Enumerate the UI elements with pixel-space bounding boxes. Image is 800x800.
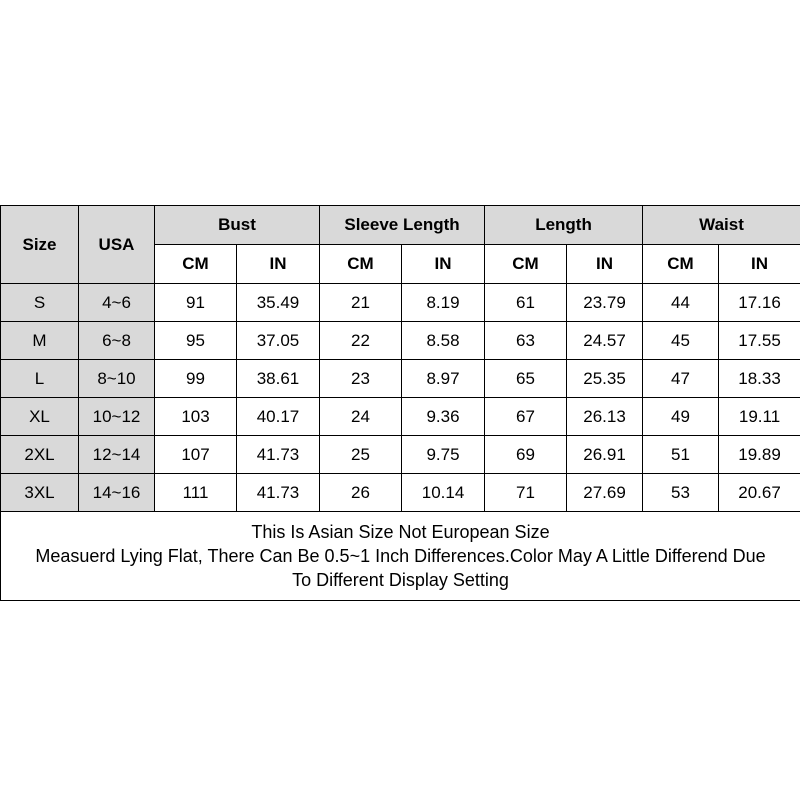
length-cm-cell: 61 (485, 284, 567, 322)
sleeve-in-cell: 8.19 (402, 284, 485, 322)
sleeve-cm-cell: 24 (320, 398, 402, 436)
size-cell: M (1, 322, 79, 360)
size-cell: L (1, 360, 79, 398)
size-cell: 3XL (1, 474, 79, 512)
waist-cm-cell: 45 (643, 322, 719, 360)
sleeve-cm-cell: 23 (320, 360, 402, 398)
usa-header: USA (79, 206, 155, 284)
sleeve-cm-cell: 26 (320, 474, 402, 512)
bust-in-cell: 41.73 (237, 436, 320, 474)
waist-in-cell: 19.11 (719, 398, 800, 436)
note-line-3: To Different Display Setting (292, 570, 509, 590)
note-line-1: This Is Asian Size Not European Size (251, 522, 550, 542)
usa-cell: 10~12 (79, 398, 155, 436)
notes-row (1, 512, 800, 601)
length-cm-header: CM (485, 245, 567, 284)
table-row (1, 436, 800, 474)
waist-in-cell: 19.89 (719, 436, 800, 474)
table-row (1, 322, 800, 360)
sleeve-in-cell: 10.14 (402, 474, 485, 512)
length-in-cell: 25.35 (567, 360, 643, 398)
size-header: Size (1, 206, 79, 284)
bust-in-cell: 41.73 (237, 474, 320, 512)
size-cell: 2XL (1, 436, 79, 474)
waist-in-cell: 20.67 (719, 474, 800, 512)
waist-cm-header: CM (643, 245, 719, 284)
sleeve-in-cell: 8.58 (402, 322, 485, 360)
table-row (1, 360, 800, 398)
waist-in-cell: 17.16 (719, 284, 800, 322)
length-in-header: IN (567, 245, 643, 284)
table-row (1, 398, 800, 436)
bust-header: Bust (155, 206, 320, 245)
length-in-cell: 27.69 (567, 474, 643, 512)
waist-cm-cell: 53 (643, 474, 719, 512)
length-cm-cell: 65 (485, 360, 567, 398)
bust-cm-cell: 91 (155, 284, 237, 322)
usa-cell: 8~10 (79, 360, 155, 398)
table-row (1, 474, 800, 512)
length-cm-cell: 69 (485, 436, 567, 474)
bust-in-cell: 37.05 (237, 322, 320, 360)
length-in-cell: 24.57 (567, 322, 643, 360)
sleeve-in-header: IN (402, 245, 485, 284)
usa-cell: 12~14 (79, 436, 155, 474)
length-header: Length (485, 206, 643, 245)
length-in-cell: 26.91 (567, 436, 643, 474)
bust-in-cell: 35.49 (237, 284, 320, 322)
bust-in-cell: 40.17 (237, 398, 320, 436)
size-cell: S (1, 284, 79, 322)
waist-cm-cell: 51 (643, 436, 719, 474)
length-cm-cell: 63 (485, 322, 567, 360)
table-row (1, 284, 800, 322)
usa-cell: 6~8 (79, 322, 155, 360)
length-cm-cell: 71 (485, 474, 567, 512)
sleeve-cm-cell: 25 (320, 436, 402, 474)
length-in-cell: 26.13 (567, 398, 643, 436)
waist-in-cell: 18.33 (719, 360, 800, 398)
waist-cm-cell: 49 (643, 398, 719, 436)
bust-in-header: IN (237, 245, 320, 284)
bust-cm-cell: 103 (155, 398, 237, 436)
bust-cm-cell: 107 (155, 436, 237, 474)
size-chart-table (0, 205, 800, 601)
length-in-cell: 23.79 (567, 284, 643, 322)
waist-cm-cell: 47 (643, 360, 719, 398)
usa-cell: 4~6 (79, 284, 155, 322)
waist-in-cell: 17.55 (719, 322, 800, 360)
bust-cm-cell: 99 (155, 360, 237, 398)
bust-cm-cell: 95 (155, 322, 237, 360)
length-cm-cell: 67 (485, 398, 567, 436)
bust-in-cell: 38.61 (237, 360, 320, 398)
sleeve-in-cell: 8.97 (402, 360, 485, 398)
usa-cell: 14~16 (79, 474, 155, 512)
bust-cm-header: CM (155, 245, 237, 284)
waist-header: Waist (643, 206, 800, 245)
sleeve-length-header: Sleeve Length (320, 206, 485, 245)
bust-cm-cell: 111 (155, 474, 237, 512)
header-row-groups (1, 206, 800, 245)
sleeve-in-cell: 9.36 (402, 398, 485, 436)
waist-cm-cell: 44 (643, 284, 719, 322)
sleeve-cm-header: CM (320, 245, 402, 284)
sleeve-cm-cell: 21 (320, 284, 402, 322)
size-notes (1, 512, 800, 601)
size-cell: XL (1, 398, 79, 436)
waist-in-header: IN (719, 245, 800, 284)
sleeve-in-cell: 9.75 (402, 436, 485, 474)
sleeve-cm-cell: 22 (320, 322, 402, 360)
note-line-2: Measuerd Lying Flat, There Can Be 0.5~1 Inch Differences.Color May A Little Differend Due (35, 546, 766, 566)
